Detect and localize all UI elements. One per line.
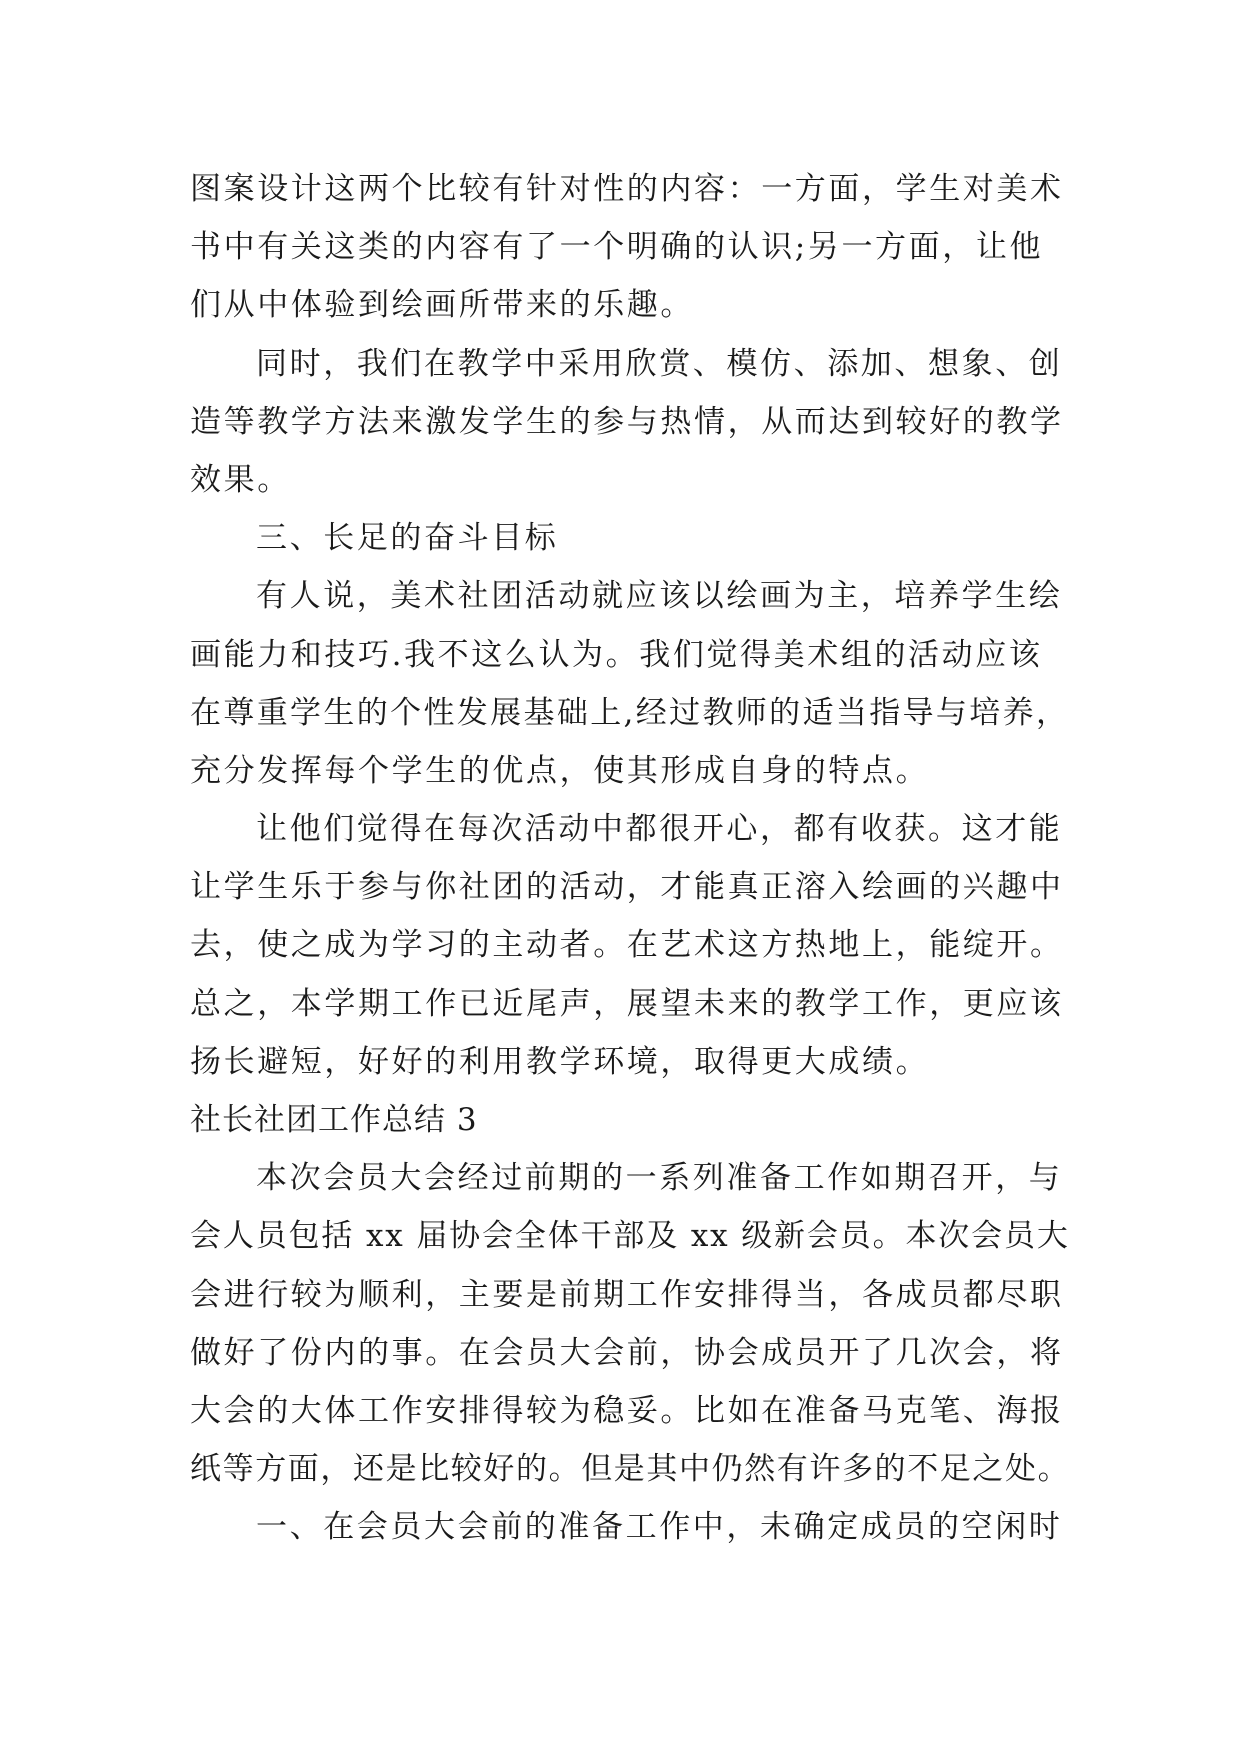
text-line: 总之，本学期工作已近尾声，展望未来的教学工作，更应该 [190,985,1064,1022]
text-line: 在尊重学生的个性发展基础上,经过教师的适当指导与培养， [190,694,1070,731]
text-line: 让学生乐于参与你社团的活动，才能真正溶入绘画的兴趣中 [190,869,1064,906]
text-line: 去，使之成为学习的主动者。在艺术这方热地上，能绽开。 [190,927,1064,964]
text-line: 图案设计这两个比较有针对性的内容：一方面，学生对美术 [190,171,1064,207]
text-line: 纸等方面，还是比较好的。但是其中仍然有许多的不足之处。 [190,1451,1071,1488]
section-heading: 三、长足的奋斗目标 [256,520,559,557]
text-line: 们从中体验到绘画所带来的乐趣。 [190,287,694,324]
text-line: 画能力和技巧.我不这么认为。我们觉得美术组的活动应该 [190,636,1043,673]
paragraph-start-line: 有人说，美术社团活动就应该以绘画为主，培养学生绘 [256,578,1063,615]
text-line: 充分发挥每个学生的优点，使其形成自身的特点。 [190,752,930,789]
text-line: 书中有关这类的内容有了一个明确的认识;另一方面，让他 [190,229,1044,266]
paragraph-start-line: 本次会员大会经过前期的一系列准备工作如期召开，与 [256,1160,1063,1197]
paragraph-start-line: 同时，我们在教学中采用欣赏、模仿、添加、想象、创 [256,345,1063,382]
text-line: 效果。 [190,461,291,498]
text-line: 大会的大体工作安排得较为稳妥。比如在准备马克笔、海报 [190,1392,1064,1429]
text-line: 扬长避短，好好的利用教学环境，取得更大成绩。 [190,1043,930,1080]
document-body [190,160,1070,1557]
text-line: 造等教学方法来激发学生的参与热情，从而达到较好的教学 [190,403,1064,440]
text-line: 会进行较为顺利，主要是前期工作安排得当，各成员都尽职 [190,1276,1064,1313]
article-title: 社长社团工作总结 3 [190,1102,478,1138]
paragraph-start-line: 一、在会员大会前的准备工作中，未确定成员的空闲时 [256,1509,1063,1546]
paragraph-start-line: 让他们觉得在每次活动中都很开心，都有收获。这才能 [256,811,1063,848]
text-line: 会人员包括 xx 届协会全体干部及 xx 级新会员。本次会员大 [190,1218,1070,1255]
text-line: 做好了份内的事。在会员大会前，协会成员开了几次会，将 [190,1334,1064,1371]
